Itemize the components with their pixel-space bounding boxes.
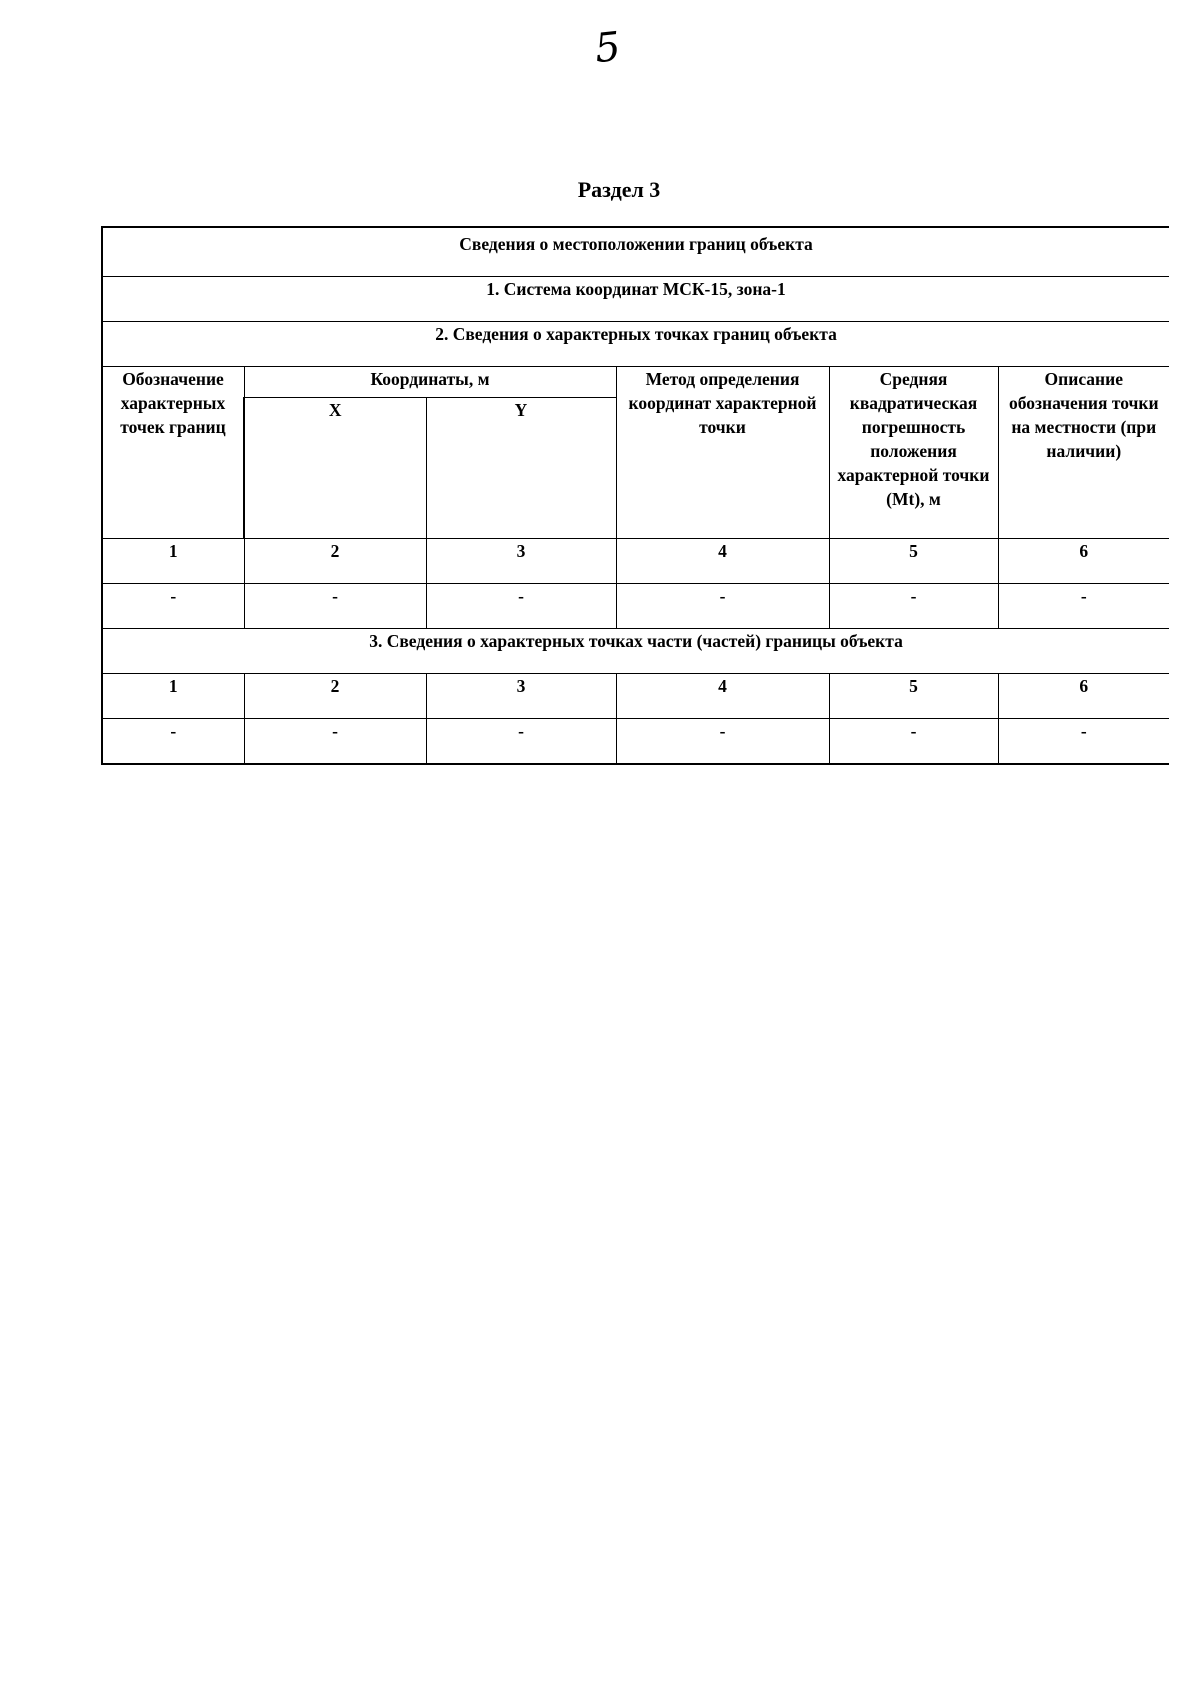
table-cell: - <box>829 584 998 629</box>
page-number: 5 <box>592 23 623 73</box>
table-cell: - <box>998 584 1169 629</box>
table-cell: - <box>102 719 244 765</box>
table-title: Сведения о местоположении границ объекта <box>102 227 1169 277</box>
header-y: Y <box>426 398 616 539</box>
table-title-row <box>102 227 1169 277</box>
column-number: 3 <box>426 539 616 584</box>
table-row <box>102 719 1169 765</box>
table-cell: - <box>426 584 616 629</box>
coordinate-system: 1. Система координат МСК-15, зона-1 <box>102 277 1169 322</box>
table-cell: - <box>616 584 829 629</box>
column-number: 6 <box>998 674 1169 719</box>
parts-column-numbers-row <box>102 674 1169 719</box>
header-description: Описание обозначения точки на местности (при наличии) <box>998 367 1169 539</box>
column-number: 1 <box>102 674 244 719</box>
table-cell: - <box>102 584 244 629</box>
column-number: 5 <box>829 539 998 584</box>
column-number: 2 <box>244 674 426 719</box>
column-number: 6 <box>998 539 1169 584</box>
header-x: X <box>244 398 426 539</box>
table-cell: - <box>829 719 998 765</box>
coordinate-system-row <box>102 277 1169 322</box>
table-cell: - <box>426 719 616 765</box>
table-cell: - <box>244 719 426 765</box>
parts-heading: 3. Сведения о характерных точках части (частей) границы объекта <box>102 629 1169 674</box>
table-cell: - <box>244 584 426 629</box>
column-number: 3 <box>426 674 616 719</box>
column-numbers-row <box>102 539 1169 584</box>
header-row <box>102 367 1169 398</box>
header-points: Обозначение характерных точек границ <box>102 367 244 539</box>
table-row <box>102 584 1169 629</box>
column-number: 5 <box>829 674 998 719</box>
section-title: Раздел 3 <box>577 177 661 202</box>
header-error: Средняя квадратическая погрешность положения характерной точки (Mt), м <box>829 367 998 539</box>
parts-heading-row <box>102 629 1169 674</box>
table-cell: - <box>998 719 1169 765</box>
points-heading: 2. Сведения о характерных точках границ объекта <box>102 322 1169 367</box>
points-heading-row <box>102 322 1169 367</box>
column-number: 4 <box>616 674 829 719</box>
column-number: 4 <box>616 539 829 584</box>
header-coordinates: Координаты, м <box>244 367 616 398</box>
column-number: 2 <box>244 539 426 584</box>
column-number: 1 <box>102 539 244 584</box>
table-cell: - <box>616 719 829 765</box>
boundary-table <box>101 226 1169 765</box>
header-method: Метод определения координат характерной точки <box>616 367 829 539</box>
